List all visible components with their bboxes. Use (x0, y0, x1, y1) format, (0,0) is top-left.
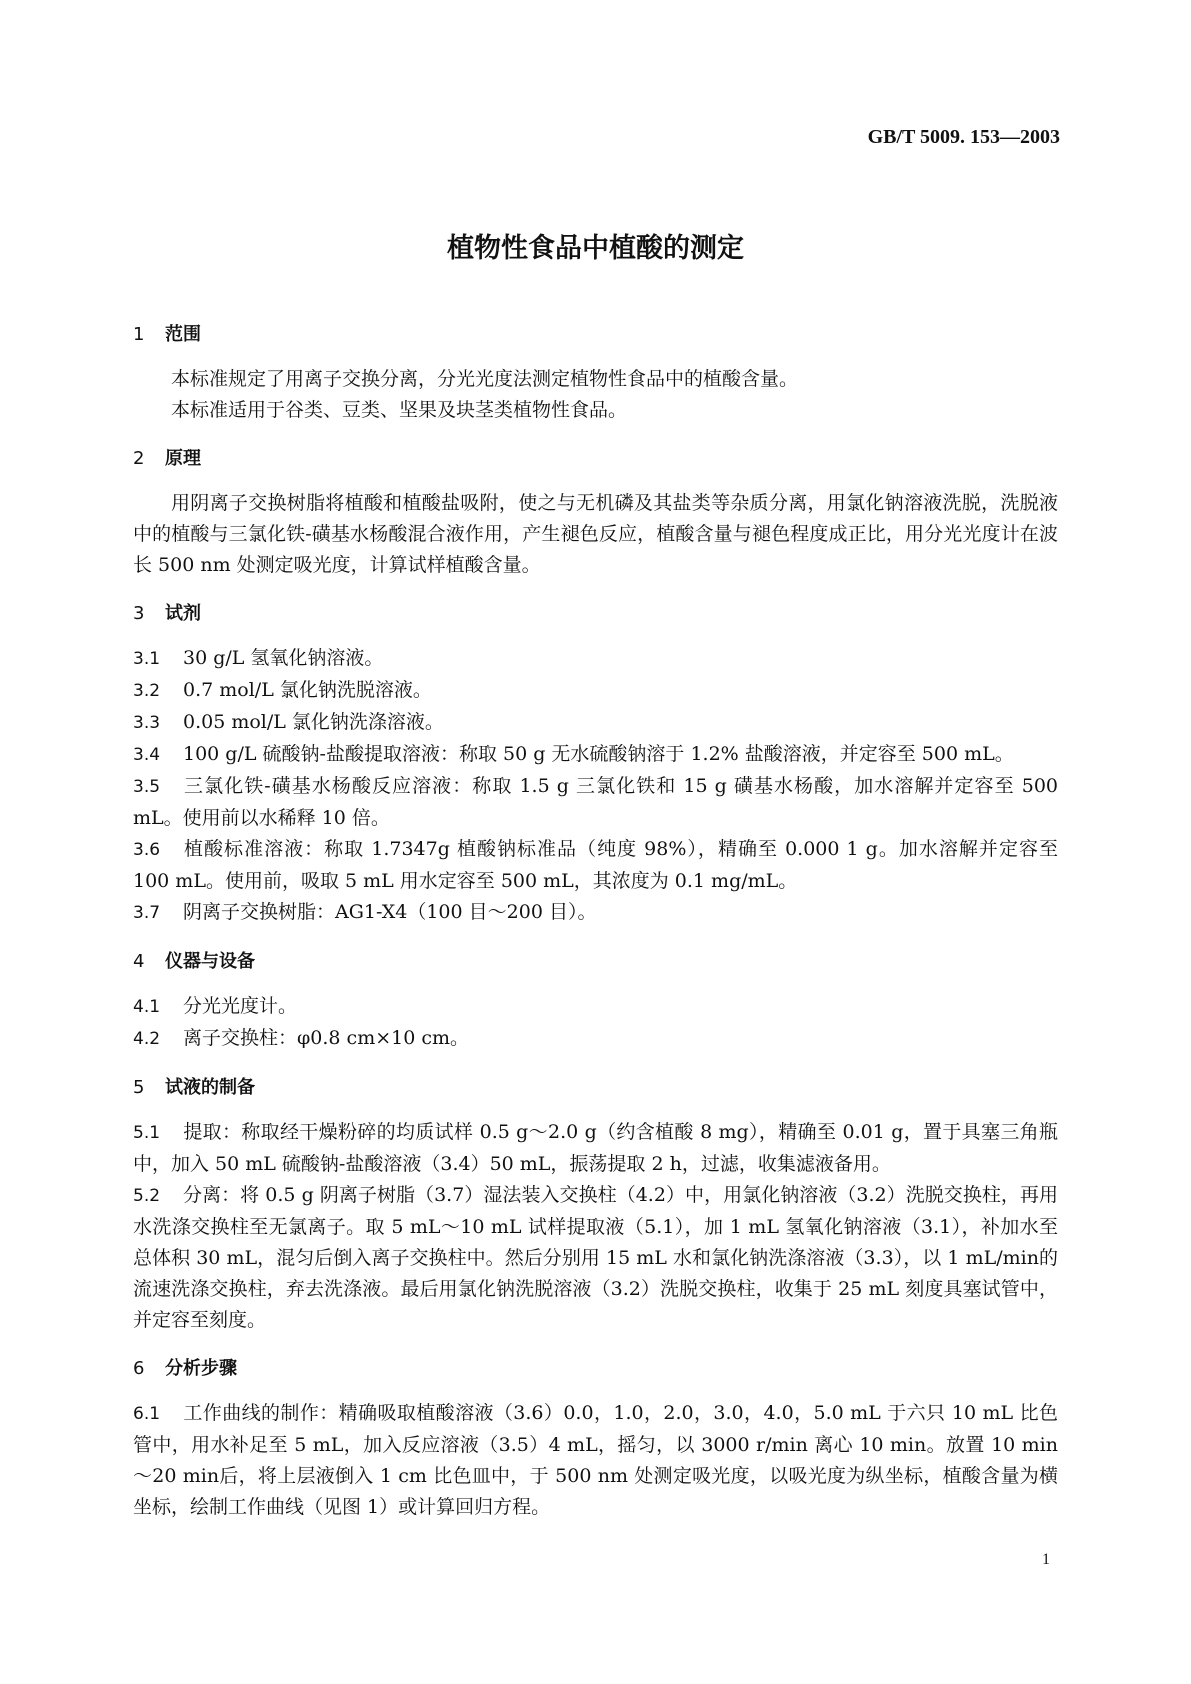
list-item (133, 707, 1058, 739)
item-number: 3.4 (133, 745, 161, 765)
item-text: 0.7 mol/L 氯化钠洗脱溶液。 (183, 679, 432, 701)
section-heading-4 (133, 947, 1058, 977)
section-heading-1 (133, 320, 1058, 350)
list-item (133, 897, 1058, 929)
item-number: 4.2 (133, 1029, 161, 1049)
list-item (133, 675, 1058, 707)
section-heading-5 (133, 1073, 1058, 1103)
document-body (133, 320, 1058, 1523)
item-number: 5.2 (133, 1186, 161, 1206)
section-number: 3 (133, 603, 145, 624)
list-item (133, 771, 1058, 834)
item-number: 3.2 (133, 681, 161, 701)
section-number: 1 (133, 324, 145, 345)
list-item (133, 834, 1058, 897)
paragraph: 本标准适用于谷类、豆类、坚果及块茎类植物性食品。 (171, 399, 628, 421)
section-heading-2 (133, 444, 1058, 474)
paragraph: 用阴离子交换树脂将植酸和植酸盐吸附，使之与无机磷及其盐类等杂质分离，用氯化钠溶液洗脱，洗脱液中的植酸与三氯化铁-磺基水杨酸混合液作用，产生褪色反应，植酸含量与褪色程度成正比，用分光光度计在波长 500 nm 处测定吸光度，计算试样植酸含量。 (133, 492, 1058, 576)
item-number: 3.3 (133, 713, 161, 733)
item-text: 0.05 mol/L 氯化钠洗涤溶液。 (183, 711, 444, 733)
item-text: 分光光度计。 (183, 995, 298, 1017)
item-text: 提取：称取经干燥粉碎的均质试样 0.5 g～2.0 g（约含植酸 8 mg），精确至 0.01 g，置于具塞三角瓶中，加入 50 mL 硫酸钠-盐酸溶液（3.4）50 mL，振荡提取 2 h，过滤，收集滤液备用。 (133, 1121, 1058, 1175)
document-title: 植物性食品中植酸的测定 (447, 233, 744, 264)
item-text: 阴离子交换树脂：AG1-X4（100 目～200 目）。 (183, 901, 597, 923)
section-title: 试液的制备 (165, 1077, 255, 1098)
page-number: 1 (1042, 1551, 1050, 1568)
item-number: 3.5 (133, 777, 161, 797)
section-title: 仪器与设备 (165, 951, 255, 972)
item-text: 30 g/L 氢氧化钠溶液。 (183, 647, 384, 669)
item-number: 3.1 (133, 649, 161, 669)
section-number: 4 (133, 951, 145, 972)
list-item (133, 1117, 1058, 1180)
section-number: 5 (133, 1077, 145, 1098)
list-item (133, 1180, 1058, 1336)
item-text: 100 g/L 硫酸钠-盐酸提取溶液：称取 50 g 无水硫酸钠溶于 1.2% 盐酸溶液，并定容至 500 mL。 (183, 743, 1014, 765)
item-number: 3.6 (133, 840, 161, 860)
section-title: 试剂 (165, 603, 201, 624)
section-heading-3 (133, 599, 1058, 629)
section-title: 原理 (165, 448, 201, 469)
section-title: 范围 (165, 324, 201, 345)
section-number: 6 (133, 1358, 145, 1379)
paragraph: 本标准规定了用离子交换分离，分光光度法测定植物性食品中的植酸含量。 (171, 368, 799, 390)
item-number: 4.1 (133, 997, 161, 1017)
section-title: 分析步骤 (165, 1358, 237, 1379)
item-text: 植酸标准溶液：称取 1.7347g 植酸钠标准品（纯度 98%），精确至 0.000 1 g。加水溶解并定容至 100 mL。使用前，吸取 5 mL 用水定容至 500 mL，其浓度为 0.1 mg/mL。 (133, 838, 1058, 892)
item-text: 分离：将 0.5 g 阴离子树脂（3.7）湿法装入交换柱（4.2）中，用氯化钠溶液（3.2）洗脱交换柱，再用水洗涤交换柱至无氯离子。取 5 mL～10 mL 试样提取液（5.1），加 1 mL 氢氧化钠溶液（3.1），补加水至总体积 30 mL，混匀后倒入离子交换柱中。然后分别用 15 mL 水和氯化钠洗涤溶液（3.3），以 1 mL/min的流速洗涤交换柱，弃去洗涤液。最后用氯化钠洗脱溶液（3.2）洗脱交换柱，收集于 25 mL 刻度具塞试管中，并定容至刻度。 (133, 1184, 1058, 1331)
standard-number: GB/T 5009. 153—2003 (867, 126, 1060, 148)
item-text: 工作曲线的制作：精确吸取植酸溶液（3.6）0.0，1.0，2.0，3.0，4.0，5.0 mL 于六只 10 mL 比色管中，用水补足至 5 mL，加入反应溶液（3.5）4 mL，摇匀，以 3000 r/min 离心 10 min。放置 10 min～20 min后，将上层液倒入 1 cm 比色皿中，于 500 nm 处测定吸光度，以吸光度为纵坐标，植酸含量为横坐标，绘制工作曲线（见图 1）或计算回归方程。 (133, 1402, 1058, 1518)
item-number: 3.7 (133, 903, 161, 923)
item-number: 6.1 (133, 1404, 161, 1424)
item-text: 三氯化铁-磺基水杨酸反应溶液：称取 1.5 g 三氯化铁和 15 g 磺基水杨酸，加水溶解并定容至 500 mL。使用前以水稀释 10 倍。 (133, 775, 1058, 829)
item-number: 5.1 (133, 1123, 161, 1143)
item-text: 离子交换柱：φ0.8 cm×10 cm。 (183, 1027, 470, 1049)
list-item (133, 643, 1058, 675)
list-item (133, 991, 1058, 1023)
list-item (133, 1023, 1058, 1055)
section-heading-6 (133, 1354, 1058, 1384)
list-item (133, 739, 1058, 771)
section-number: 2 (133, 448, 145, 469)
list-item (133, 1398, 1058, 1523)
